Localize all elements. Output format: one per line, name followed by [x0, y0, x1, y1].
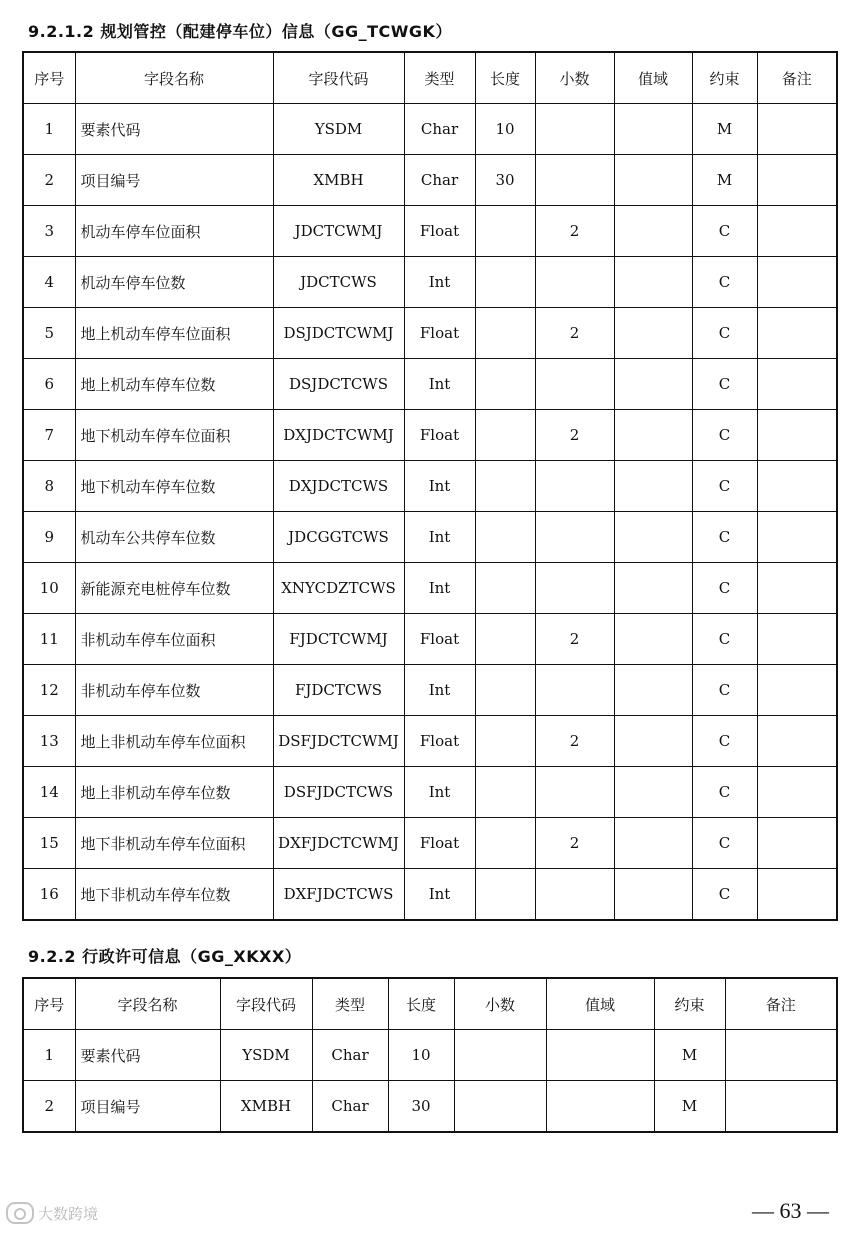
- table-cell: 15: [23, 818, 75, 869]
- table-cell: [757, 410, 837, 461]
- table-cell: Int: [404, 461, 475, 512]
- table-cell: [475, 461, 535, 512]
- table-cell: [614, 308, 692, 359]
- table-row: [23, 206, 837, 257]
- table-cell: [614, 206, 692, 257]
- table-cell: Float: [404, 206, 475, 257]
- table-cell: YSDM: [220, 1030, 312, 1081]
- table-cell: [725, 1030, 837, 1081]
- table-cell: Int: [404, 563, 475, 614]
- table-cell: [535, 869, 614, 921]
- table-cell: [546, 1081, 654, 1133]
- table-cell: 16: [23, 869, 75, 921]
- table-cell: Float: [404, 410, 475, 461]
- table-row: [23, 1081, 837, 1133]
- table-cell: 2: [535, 614, 614, 665]
- table-cell: 2: [535, 206, 614, 257]
- table-cell: Float: [404, 614, 475, 665]
- table-cell: 非机动车停车位面积: [75, 614, 273, 665]
- column-header: 长度: [388, 978, 454, 1030]
- table-cell: C: [692, 512, 757, 563]
- table-cell: [757, 614, 837, 665]
- table-cell: 非机动车停车位数: [75, 665, 273, 716]
- table-row: [23, 104, 837, 155]
- section-title-permit: 9.2.2 行政许可信息（GG_XKXX）: [28, 947, 302, 966]
- table-cell: [475, 614, 535, 665]
- table-cell: [475, 257, 535, 308]
- table-cell: 1: [23, 1030, 75, 1081]
- table-cell: 7: [23, 410, 75, 461]
- table-row: [23, 869, 837, 921]
- table-cell: 10: [475, 104, 535, 155]
- table-cell: 11: [23, 614, 75, 665]
- column-header: 类型: [312, 978, 388, 1030]
- table-cell: 4: [23, 257, 75, 308]
- table-cell: YSDM: [273, 104, 404, 155]
- table-cell: [757, 206, 837, 257]
- table-cell: C: [692, 563, 757, 614]
- column-header: 类型: [404, 52, 475, 104]
- table-cell: 14: [23, 767, 75, 818]
- table-cell: 10: [388, 1030, 454, 1081]
- table-row: [23, 257, 837, 308]
- table-cell: 地上机动车停车位面积: [75, 308, 273, 359]
- table-cell: [614, 461, 692, 512]
- table-cell: [614, 155, 692, 206]
- table-cell: Int: [404, 359, 475, 410]
- table-cell: 3: [23, 206, 75, 257]
- table-cell: C: [692, 257, 757, 308]
- table-cell: 要素代码: [75, 1030, 220, 1081]
- table-cell: JDCTCWS: [273, 257, 404, 308]
- table-cell: 9: [23, 512, 75, 563]
- column-header: 字段代码: [220, 978, 312, 1030]
- table-cell: C: [692, 614, 757, 665]
- table-cell: [535, 512, 614, 563]
- table-cell: 地上非机动车停车位数: [75, 767, 273, 818]
- table-cell: [535, 665, 614, 716]
- table-cell: 13: [23, 716, 75, 767]
- table-cell: DSJDCTCWS: [273, 359, 404, 410]
- table-cell: [535, 104, 614, 155]
- table-cell: [535, 563, 614, 614]
- table-cell: 2: [535, 818, 614, 869]
- table-cell: [757, 716, 837, 767]
- table-cell: 8: [23, 461, 75, 512]
- table-cell: C: [692, 665, 757, 716]
- table-cell: Char: [312, 1030, 388, 1081]
- table-cell: DSFJDCTCWS: [273, 767, 404, 818]
- table-row: [23, 563, 837, 614]
- table-cell: [614, 614, 692, 665]
- table-cell: [475, 665, 535, 716]
- table-cell: [757, 104, 837, 155]
- table-cell: [614, 869, 692, 921]
- table-cell: Float: [404, 308, 475, 359]
- table-cell: Float: [404, 716, 475, 767]
- table-row: [23, 1030, 837, 1081]
- table-row: [23, 767, 837, 818]
- table-cell: 地上非机动车停车位面积: [75, 716, 273, 767]
- table-cell: 30: [475, 155, 535, 206]
- table-cell: XMBH: [273, 155, 404, 206]
- table-cell: [475, 308, 535, 359]
- table-cell: M: [654, 1030, 725, 1081]
- table-cell: 地下非机动车停车位数: [75, 869, 273, 921]
- watermark-text: 大数跨境: [38, 1204, 99, 1223]
- table-cell: 机动车停车位数: [75, 257, 273, 308]
- table-cell: [535, 767, 614, 818]
- table-cell: 12: [23, 665, 75, 716]
- table-cell: Int: [404, 257, 475, 308]
- table-cell: [757, 665, 837, 716]
- table-cell: [475, 512, 535, 563]
- table-cell: [757, 461, 837, 512]
- table-cell: [757, 257, 837, 308]
- table-cell: [475, 563, 535, 614]
- table-cell: [614, 359, 692, 410]
- table-row: [23, 155, 837, 206]
- table-header-row: [23, 52, 837, 104]
- table-cell: [614, 104, 692, 155]
- table-cell: 6: [23, 359, 75, 410]
- table-cell: 要素代码: [75, 104, 273, 155]
- table-cell: [757, 359, 837, 410]
- table-cell: C: [692, 359, 757, 410]
- column-header: 值域: [546, 978, 654, 1030]
- column-header: 值域: [614, 52, 692, 104]
- table-row: [23, 716, 837, 767]
- watermark: [6, 1202, 98, 1224]
- table-cell: 1: [23, 104, 75, 155]
- column-header: 字段代码: [273, 52, 404, 104]
- table-cell: 地下非机动车停车位面积: [75, 818, 273, 869]
- permit-fields-table: [22, 977, 838, 1133]
- table-cell: [535, 461, 614, 512]
- table-cell: 10: [23, 563, 75, 614]
- column-header: 序号: [23, 52, 75, 104]
- table-cell: C: [692, 308, 757, 359]
- table-cell: [475, 818, 535, 869]
- table-cell: [475, 359, 535, 410]
- table-cell: M: [692, 104, 757, 155]
- table-cell: DSFJDCTCWMJ: [273, 716, 404, 767]
- table-cell: [614, 410, 692, 461]
- table-cell: [535, 155, 614, 206]
- table-cell: [725, 1081, 837, 1133]
- table-cell: FJDCTCWS: [273, 665, 404, 716]
- column-header: 小数: [454, 978, 546, 1030]
- table-cell: JDCTCWMJ: [273, 206, 404, 257]
- table-cell: Char: [404, 155, 475, 206]
- table-cell: [535, 257, 614, 308]
- table-cell: XMBH: [220, 1081, 312, 1133]
- table-cell: 机动车停车位面积: [75, 206, 273, 257]
- table-row: [23, 308, 837, 359]
- table-cell: [757, 308, 837, 359]
- table-row: [23, 410, 837, 461]
- table-cell: DXJDCTCWMJ: [273, 410, 404, 461]
- table-cell: Int: [404, 869, 475, 921]
- table-cell: C: [692, 818, 757, 869]
- table-row: [23, 665, 837, 716]
- table-cell: [757, 818, 837, 869]
- table-cell: 30: [388, 1081, 454, 1133]
- table-cell: [454, 1030, 546, 1081]
- table-cell: 2: [535, 716, 614, 767]
- table-cell: [475, 716, 535, 767]
- table-cell: 2: [23, 1081, 75, 1133]
- column-header: 小数: [535, 52, 614, 104]
- column-header: 备注: [757, 52, 837, 104]
- table-cell: 2: [23, 155, 75, 206]
- table-cell: C: [692, 767, 757, 818]
- column-header: 约束: [654, 978, 725, 1030]
- table-cell: C: [692, 716, 757, 767]
- table-cell: [546, 1030, 654, 1081]
- table-cell: DXJDCTCWS: [273, 461, 404, 512]
- table-cell: FJDCTCWMJ: [273, 614, 404, 665]
- table-cell: [614, 767, 692, 818]
- table-cell: [614, 563, 692, 614]
- column-header: 序号: [23, 978, 75, 1030]
- table-cell: Float: [404, 818, 475, 869]
- table-cell: [614, 257, 692, 308]
- table-cell: 机动车公共停车位数: [75, 512, 273, 563]
- page-number: — 63 —: [752, 1198, 829, 1223]
- table-cell: M: [654, 1081, 725, 1133]
- column-header: 字段名称: [75, 52, 273, 104]
- table-cell: DXFJDCTCWMJ: [273, 818, 404, 869]
- table-cell: 地下机动车停车位面积: [75, 410, 273, 461]
- table-row: [23, 614, 837, 665]
- table-row: [23, 512, 837, 563]
- table-cell: 2: [535, 308, 614, 359]
- table-cell: DSJDCTCWMJ: [273, 308, 404, 359]
- table-cell: [614, 665, 692, 716]
- table-cell: [757, 563, 837, 614]
- table-cell: DXFJDCTCWS: [273, 869, 404, 921]
- table-cell: [614, 716, 692, 767]
- table-cell: [475, 206, 535, 257]
- table-cell: XNYCDZTCWS: [273, 563, 404, 614]
- table-cell: Char: [404, 104, 475, 155]
- table-cell: M: [692, 155, 757, 206]
- table-row: [23, 359, 837, 410]
- parking-fields-table: [22, 51, 838, 921]
- table-cell: Int: [404, 767, 475, 818]
- column-header: 长度: [475, 52, 535, 104]
- table-cell: 2: [535, 410, 614, 461]
- table-cell: [454, 1081, 546, 1133]
- table-cell: JDCGGTCWS: [273, 512, 404, 563]
- table-cell: 地下机动车停车位数: [75, 461, 273, 512]
- section-title-parking: 9.2.1.2 规划管控（配建停车位）信息（GG_TCWGK）: [28, 22, 452, 41]
- table-cell: Char: [312, 1081, 388, 1133]
- table-row: [23, 818, 837, 869]
- table-cell: [757, 155, 837, 206]
- table-cell: [614, 818, 692, 869]
- table-cell: Int: [404, 512, 475, 563]
- table-cell: Int: [404, 665, 475, 716]
- column-header: 字段名称: [75, 978, 220, 1030]
- table-cell: 新能源充电桩停车位数: [75, 563, 273, 614]
- table-cell: [475, 410, 535, 461]
- table-cell: [475, 767, 535, 818]
- table-cell: 地上机动车停车位数: [75, 359, 273, 410]
- table-cell: [757, 512, 837, 563]
- table-cell: C: [692, 869, 757, 921]
- table-cell: [535, 359, 614, 410]
- column-header: 约束: [692, 52, 757, 104]
- column-header: 备注: [725, 978, 837, 1030]
- table-cell: [757, 869, 837, 921]
- table-cell: C: [692, 206, 757, 257]
- table-cell: [757, 767, 837, 818]
- table-cell: [475, 869, 535, 921]
- table-cell: [614, 512, 692, 563]
- table-cell: C: [692, 410, 757, 461]
- table-cell: C: [692, 461, 757, 512]
- table-cell: 项目编号: [75, 155, 273, 206]
- table-header-row: [23, 978, 837, 1030]
- watermark-logo-icon: [6, 1202, 34, 1224]
- table-row: [23, 461, 837, 512]
- table-cell: 项目编号: [75, 1081, 220, 1133]
- table-cell: 5: [23, 308, 75, 359]
